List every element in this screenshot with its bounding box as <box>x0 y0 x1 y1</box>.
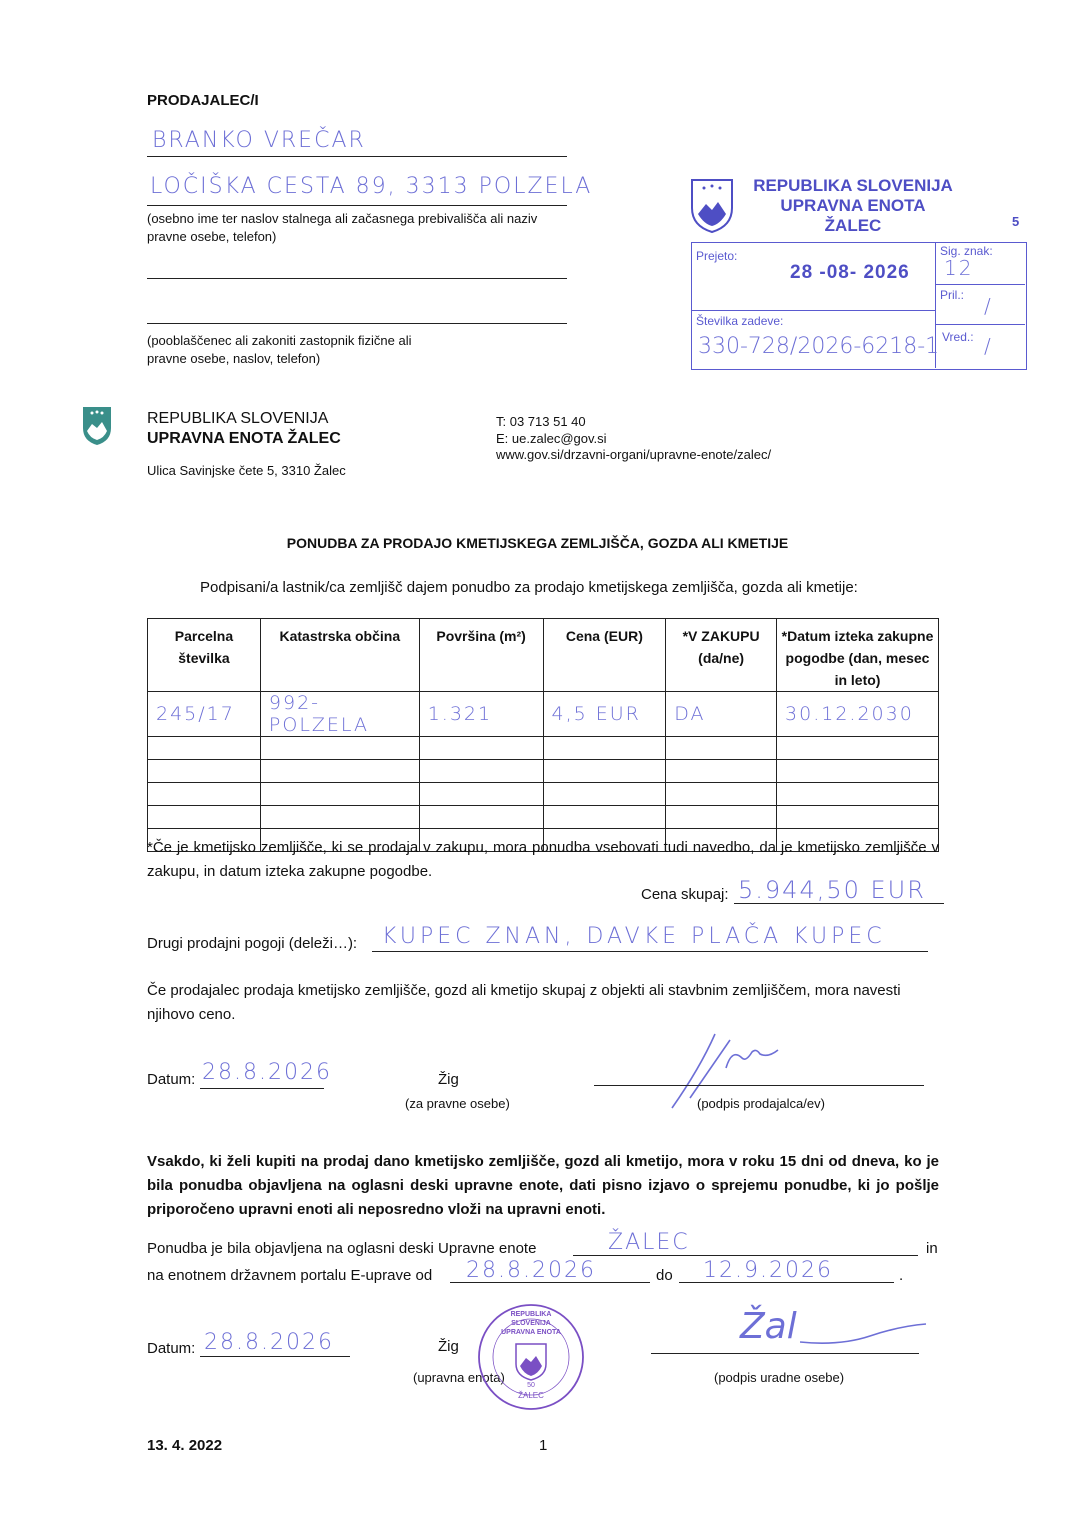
portal-from-line <box>450 1282 650 1283</box>
seller-extra-line <box>147 278 567 279</box>
footer-date: 13. 4. 2022 <box>147 1437 223 1454</box>
official-signature-stroke-icon <box>800 1320 930 1350</box>
form-intro: Podpisani/a lastnik/ca zemljišč dajem ponudbo za prodajo kmetijskega zemljišča, gozda ali kmetije: <box>200 579 858 596</box>
table-row <box>148 737 939 760</box>
stamp-coat-of-arms-icon <box>690 178 734 234</box>
other-terms-label: Drugi prodajni pogoji (deleži…): <box>147 935 358 952</box>
portal-do: do <box>656 1267 673 1284</box>
stamp-line3: ŽALEC <box>824 216 882 235</box>
portal-period: . <box>899 1267 904 1284</box>
office-phone: T: 03 713 51 40 <box>496 414 586 429</box>
stamp-vred-value: / <box>984 334 993 358</box>
official-signature: Žal <box>740 1306 797 1347</box>
stamp-sig-value: 12 <box>944 256 974 280</box>
table-row <box>148 760 939 783</box>
total-label: Cena skupaj: <box>641 886 729 903</box>
stamp-line2: UPRAVNA ENOTA <box>780 196 926 215</box>
other-terms-value: KUPEC ZNAN, DAVKE PLAČA KUPEC <box>382 924 886 949</box>
round-stamp-city: ŽALEC <box>518 1391 544 1400</box>
seller-address-line <box>147 205 567 206</box>
seller-zig-caption: (za pravne osebe) <box>405 1096 510 1111</box>
header-lease: *V ZAKUPU (da/ne) <box>666 619 777 692</box>
seller-date-value: 28.8.2026 <box>202 1060 332 1085</box>
header-lease-end: *Datum izteka zakupne pogodbe (dan, mesec in leto) <box>777 619 939 692</box>
page-number: 1 <box>539 1437 548 1454</box>
official-date-label: Datum: <box>147 1340 196 1357</box>
office-name2: UPRAVNA ENOTA ŽALEC <box>147 430 341 447</box>
table-footnote: *Če je kmetijsko zemljišče, ki se prodaja v zakupu, mora ponudba vsebovati tudi navedbo, da je kmetijsko zemljišče v zakupu, in datum izteka zakupne pogodbe. <box>147 839 939 880</box>
form-title: PONUDBA ZA PRODAJO KMETIJSKEGA ZEMLJIŠČA, GOZDA ALI KMETIJE <box>286 535 789 551</box>
cell-parcel: 245/17 <box>148 692 261 737</box>
parcels-table <box>147 618 939 852</box>
seller-address: LOČIŠKA CESTA 89, 3313 POLZELA <box>150 174 593 199</box>
official-zig-caption: (upravna enota) <box>413 1370 505 1385</box>
published-line <box>573 1255 918 1256</box>
office-coat-of-arms-icon <box>82 406 112 446</box>
stamp-pril-value: / <box>984 294 993 318</box>
stamp-line1: REPUBLIKA SLOVENIJA <box>753 176 953 195</box>
cell-lease: DA <box>666 692 777 737</box>
stamp-prejeto-label: Prejeto: <box>696 249 738 263</box>
total-line <box>734 903 944 904</box>
office-name1: REPUBLIKA SLOVENIJA <box>147 410 329 427</box>
portal-to-line <box>679 1282 894 1283</box>
published-label: Ponudba je bila objavljena na oglasni deski Upravne enote <box>147 1240 537 1257</box>
round-stamp-num: 50 <box>527 1382 535 1389</box>
representative-caption: (pooblaščenec ali zakoniti zastopnik fizične ali pravne osebe, naslov, telefon) <box>147 333 412 366</box>
published-in: in <box>926 1240 938 1257</box>
office-email: E: ue.zalec@gov.si <box>496 431 607 446</box>
other-terms-line <box>372 951 928 952</box>
cell-cadastral: 992-POLZELA <box>260 692 419 737</box>
seller-caption: (osebno ime ter naslov stalnega ali začasnega prebivališča ali naziv pravne osebe, telefon) <box>147 211 538 244</box>
portal-from: 28.8.2026 <box>466 1258 596 1283</box>
office-address: Ulica Savinjske čete 5, 3310 Žalec <box>147 463 346 478</box>
portal-to: 12.9.2026 <box>703 1258 833 1283</box>
seller-date-line <box>200 1088 324 1089</box>
stamp-sig-label: Sig. znak: <box>940 244 993 258</box>
round-stamp-text: REPUBLIKA SLOVENIJA UPRAVNA ENOTA <box>501 1311 561 1336</box>
published-value: ŽALEC <box>608 1230 690 1255</box>
official-zig: Žig <box>438 1338 459 1355</box>
table-header-row <box>148 619 939 692</box>
table-row <box>148 692 939 737</box>
table-row <box>148 806 939 829</box>
seller-heading: PRODAJALEC/I <box>147 92 259 109</box>
seller-name-line <box>147 156 567 157</box>
header-price: Cena (EUR) <box>543 619 666 692</box>
stamp-hline <box>691 310 935 311</box>
acceptance-notice: Vsakdo, ki želi kupiti na prodaj dano kmetijsko zemljišče, gozd ali kmetijo, mora v roku 15 dni od dneva, ko je bila ponudba objavljena na oglasni deski upravne enote, dati pisno izjavo o sprejemu ponudbe, ki jo pošlje priporočeno upravni enoti ali neposredno vloži na upravni enoti. <box>147 1153 939 1218</box>
header-cadastral: Katastrska občina <box>260 619 419 692</box>
seller-sign-caption: (podpis prodajalca/ev) <box>697 1096 825 1111</box>
seller-name: BRANKO VREČAR <box>152 128 366 153</box>
total-value: 5.944,50 EUR <box>738 876 926 904</box>
official-date-value: 28.8.2026 <box>204 1330 334 1355</box>
stamp-pril-label: Pril.: <box>940 288 964 302</box>
header-parcel: Parcelna številka <box>148 619 261 692</box>
header-area: Površina (m²) <box>419 619 543 692</box>
stamp-case-label: Številka zadeve: <box>696 314 784 328</box>
seller-zig: Žig <box>438 1071 459 1088</box>
cell-area: 1.321 <box>419 692 543 737</box>
objects-note: Če prodajalec prodaja kmetijsko zemljišče, gozd ali kmetijo skupaj z objekti ali stavbnim zemljiščem, mora navesti njihovo ceno. <box>147 982 901 1023</box>
official-sign-caption: (podpis uradne osebe) <box>714 1370 845 1385</box>
official-sign-line <box>651 1353 919 1354</box>
table-row <box>148 783 939 806</box>
representative-line <box>147 323 567 324</box>
seller-date-label: Datum: <box>147 1071 196 1088</box>
cell-lease-end: 30.12.2030 <box>777 692 939 737</box>
stamp-number: 5 <box>1012 214 1020 229</box>
stamp-case-value: 330-728/2026-6218-1 <box>698 334 940 359</box>
seller-sign-line <box>594 1085 924 1086</box>
official-date-line <box>200 1356 350 1357</box>
stamp-prejeto-date: 28 -08- 2026 <box>790 262 910 283</box>
portal-label: na enotnem državnem portalu E-uprave od <box>147 1267 433 1284</box>
stamp-hline3 <box>935 324 1025 325</box>
office-web[interactable]: www.gov.si/drzavni-organi/upravne-enote/zalec/ <box>496 447 772 462</box>
cell-price: 4,5 EUR <box>543 692 666 737</box>
stamp-vred-label: Vred.: <box>942 330 974 344</box>
stamp-hline2 <box>935 284 1025 285</box>
